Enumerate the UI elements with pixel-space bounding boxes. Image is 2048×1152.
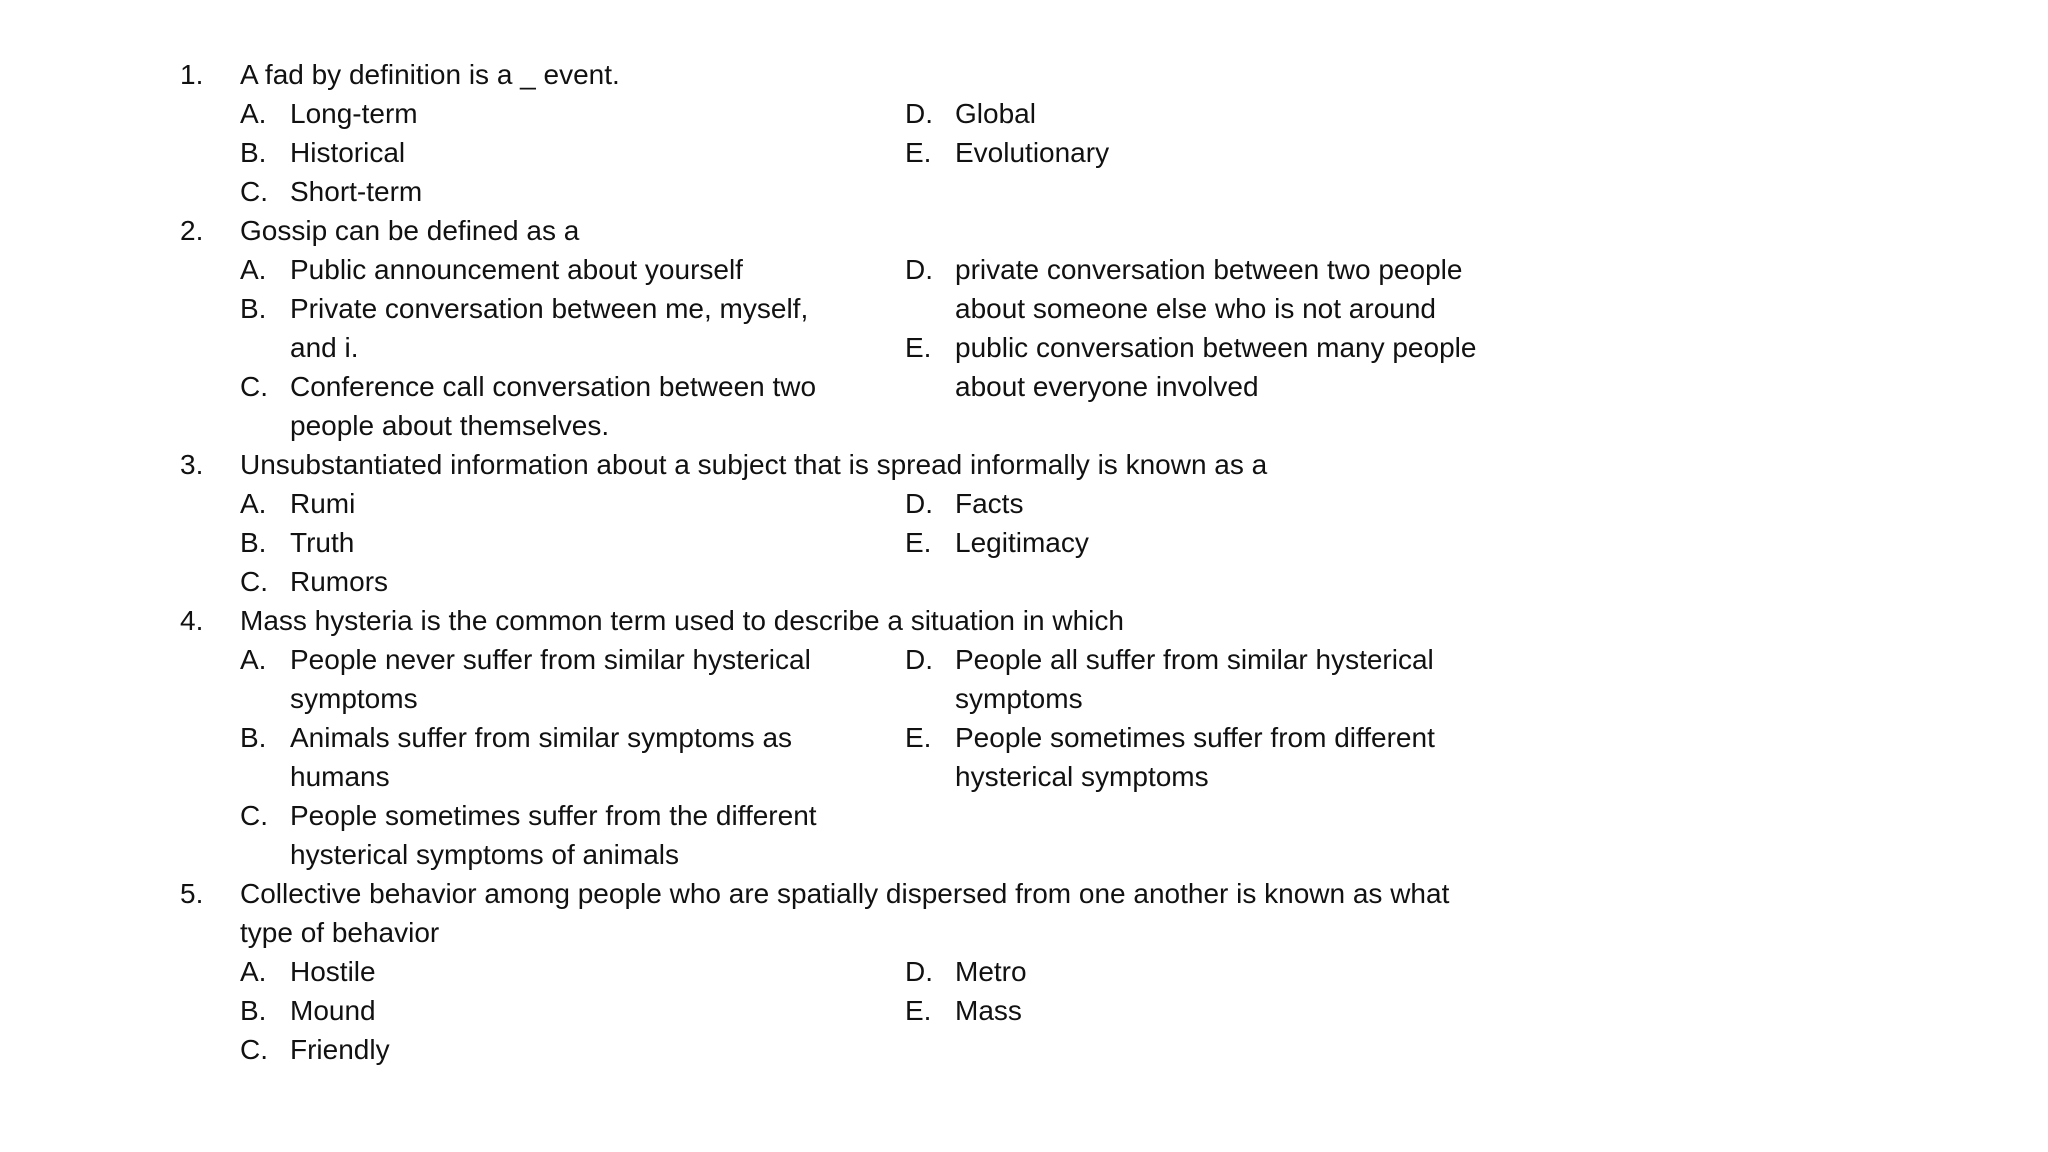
option-text: Mound [290, 995, 376, 1026]
option-text: Truth [290, 527, 355, 558]
option-text: Global [955, 98, 1036, 129]
question-number: 1. [180, 59, 204, 90]
option-letter: B. [240, 137, 267, 168]
option-letter: C. [240, 1034, 268, 1065]
option-text: Conference call conversation between two [290, 371, 817, 402]
option-letter: D. [905, 644, 933, 675]
option-letter: C. [240, 176, 268, 207]
question-number: 4. [180, 605, 204, 636]
option-text: Short-term [290, 176, 423, 207]
option-letter: E. [905, 995, 932, 1026]
option-letter: A. [240, 98, 267, 129]
question-text: Mass hysteria is the common term used to describe a situation in which [240, 605, 1124, 636]
option-text: Facts [955, 488, 1024, 519]
option-text: people about themselves. [290, 410, 610, 441]
option-letter: B. [240, 722, 267, 753]
question-text: Unsubstantiated information about a subject that is spread informally is known as a [240, 449, 1268, 480]
option-letter: A. [240, 488, 267, 519]
option-letter: D. [905, 488, 933, 519]
option-text: symptoms [290, 683, 418, 714]
question-text: Collective behavior among people who are spatially dispersed from one another is known as what [240, 878, 1450, 909]
option-text: Animals suffer from similar symptoms as [290, 722, 793, 753]
option-text: and i. [290, 332, 359, 363]
option-letter: B. [240, 995, 267, 1026]
question-text: A fad by definition is a _ event. [240, 59, 620, 90]
option-text: Private conversation between me, myself, [290, 293, 809, 324]
option-letter: E. [905, 722, 932, 753]
option-text: Legitimacy [955, 527, 1089, 558]
option-text: Public announcement about yourself [290, 254, 743, 285]
option-text: People sometimes suffer from the different [290, 800, 817, 831]
option-letter: B. [240, 527, 267, 558]
option-text: Mass [955, 995, 1022, 1026]
option-text: Friendly [290, 1034, 390, 1065]
option-text: humans [290, 761, 390, 792]
option-text: Rumors [290, 566, 389, 597]
option-letter: A. [240, 956, 267, 987]
option-letter: E. [905, 527, 932, 558]
option-text: symptoms [955, 683, 1083, 714]
option-text: private conversation between two people [955, 254, 1463, 285]
option-letter: E. [905, 137, 932, 168]
question-text: type of behavior [240, 917, 440, 948]
option-letter: D. [905, 98, 933, 129]
option-letter: A. [240, 254, 267, 285]
option-text: hysterical symptoms of animals [290, 839, 680, 870]
option-text: Evolutionary [955, 137, 1110, 168]
option-text: about someone else who is not around [955, 293, 1436, 324]
question-number: 5. [180, 878, 204, 909]
option-text: People sometimes suffer from different [955, 722, 1435, 753]
option-text: Rumi [290, 488, 356, 519]
option-text: hysterical symptoms [955, 761, 1209, 792]
option-letter: C. [240, 566, 268, 597]
option-letter: B. [240, 293, 267, 324]
option-text: Metro [955, 956, 1027, 987]
option-letter: A. [240, 644, 267, 675]
option-text: Hostile [290, 956, 376, 987]
option-text: public conversation between many people [955, 332, 1477, 363]
option-text: about everyone involved [955, 371, 1259, 402]
option-letter: D. [905, 254, 933, 285]
option-letter: C. [240, 800, 268, 831]
option-letter: C. [240, 371, 268, 402]
option-text: Long-term [290, 98, 418, 129]
option-text: People never suffer from similar hysterical [290, 644, 811, 675]
option-letter: E. [905, 332, 932, 363]
option-letter: D. [905, 956, 933, 987]
option-text: People all suffer from similar hysterical [955, 644, 1434, 675]
question-number: 3. [180, 449, 204, 480]
question-number: 2. [180, 215, 204, 246]
question-text: Gossip can be defined as a [240, 215, 580, 246]
option-text: Historical [290, 137, 406, 168]
